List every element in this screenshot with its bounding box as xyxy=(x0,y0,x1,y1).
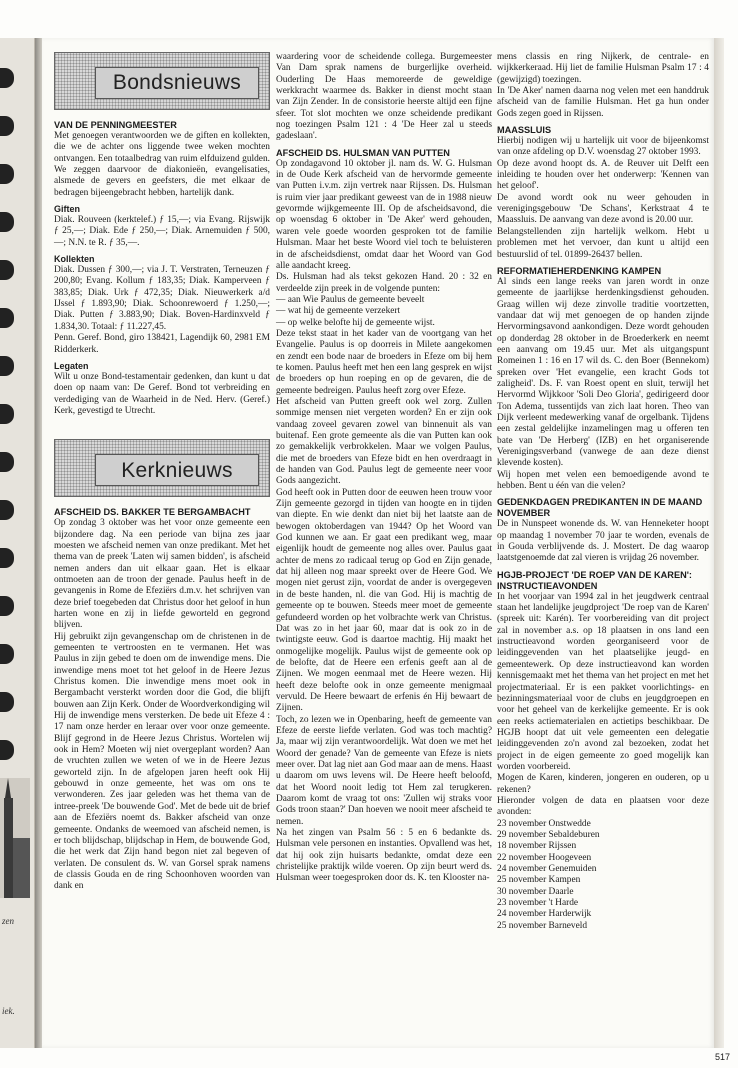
paragraph: Op zondagavond 10 oktober jl. nam ds. W. G. Hulsman in de Oude Kerk afscheid van de hervormde gemeente van Putten i.v.m. zijn vertrek naar Rijssen. Ds. Hulsman is ruim vier jaar predikant geweest van de in 1988 nieuw gevormde wijkgemeente III. Op de afscheidsavond, die op woensdag 6 oktober in 'De Aker' werd gehouden, waren vele goede woorden gesproken tot de familie Hulsman. Maar het beste Woord viel toch te beluisteren in de afscheidsdienst, omdat daar het Woord van God alle aandacht kreeg. xyxy=(276,158,492,271)
binding-hole xyxy=(0,548,14,568)
list-item: 24 november Genemuiden xyxy=(497,864,597,874)
kerknieuws-banner xyxy=(54,439,270,497)
section-heading: AFSCHEID DS. BAKKER TE BERGAMBACHT xyxy=(54,507,251,518)
binding-hole xyxy=(0,68,14,88)
left-page-edge xyxy=(0,38,35,1048)
paragraph: Hierbij nodigen wij u hartelijk uit voor de bijeenkomst van onze afdeling op D.V. woensdag 27 oktober 1993. xyxy=(497,136,709,158)
list-item: 30 november Daarle xyxy=(497,886,574,897)
binding-hole xyxy=(0,212,14,232)
section-heading: AFSCHEID DS. HULSMAN VAN PUTTEN xyxy=(276,147,450,158)
paragraph: Op zondag 3 oktober was het voor onze gemeente een bijzondere dag. Na een periode van bijna zes jaar moesten we afscheid nemen van onze predikant. Met het thema van de preek 'Laten wij samen bidden', is afscheid nemen anders dan uit elkaar gaan. Het is elkaar ontmoeten aan de troon der genade. Paulus heeft in de gevangenis in Rome de Efeziërs d.m.v. het schrijven van deze brief toegebeden dat Christus door het geloof in hun harten wone en zij in liefde geworteld en gegrond blijven. xyxy=(54,518,270,631)
sermon-points-list xyxy=(276,295,492,329)
section-heading: MAASSLUIS xyxy=(497,125,552,136)
subheading: Legaten xyxy=(54,360,89,371)
binding-hole xyxy=(0,452,14,472)
binding-hole xyxy=(0,260,14,280)
section-heading: GEDENKDAGEN PREDIKANTEN IN DE MAAND NOVEMBER xyxy=(497,497,703,519)
paragraph: De avond wordt ook nu weer gehouden in verenigingsgebouw 'De Schans', Kerkstraat 4 te Maassluis. De aanvang van deze avond is 20.00 uur. xyxy=(497,192,709,226)
paragraph: Deze tekst staat in het kader van de voortgang van het Evangelie. Paulus is op doorreis in Milete aangekomen en zendt een bode naar de broeders in Efeze om bij hem te komen. Paulus heeft met hen een lang gesprek en wijst de broeders op hun roeping en op de gevaren, die de gemeente bedreigen. Paulus heeft zorg over Efeze. xyxy=(276,328,492,396)
paragraph: In 'De Aker' namen daarna nog velen met een handdruk afscheid van de familie Hulsman. Het ga hun onder Gods zegen goed in Rijssen. xyxy=(497,86,709,119)
church-photo-fragment xyxy=(0,778,30,898)
column-2 xyxy=(276,52,492,885)
bondsnieuws-title: Bondsnieuws xyxy=(95,67,259,99)
paragraph: Na het zingen van Psalm 56 : 5 en 6 bedankte ds. Hulsman vele personen en instanties. Opvallend was het, dat hij ook zijn huisarts bedankte, omdat deze een christelijke praktijk wilde voeren. Op zijn beurt werd ds. Hulsman weer toegesproken door ds. K. ten Klooster na- xyxy=(276,828,492,884)
page-number: 517 xyxy=(714,1052,730,1062)
section-heading: REFORMATIEHERDENKING KAMPEN xyxy=(497,265,662,276)
paragraph: Belangstellenden zijn hartelijk welkom. Hebt u problemen met het vervoer, dan kunt u altijd een bestuurslid of tel. 01899-26437 bellen. xyxy=(497,226,709,260)
instruction-dates-list xyxy=(497,819,709,932)
left-page-text-fragment: zen xyxy=(2,916,14,926)
paragraph: God heeft ook in Putten door de eeuwen heen trouw voor Zijn gemeente gezorgd in tijden van hoogte en in tijden van diepte. En wie denkt dan niet bij het laatste aan de bewogen oktoberdagen van 1944? Op het Woord van God kunnen we aan. Er gaat een predikant weg, maar eigenlijk houdt de gemeente nog alles over. Paulus gaat achter de mens zo radicaal terug op God en Zijn genade, dat hij alleen nog maar spreekt over de Heere God. We mogen niet gerust zijn, voordat de ander is overgegeven in de beste handen, nl. die van God. Hij is machtig de gemeente op te bouwen. Steeds meer moet de gemeente gefundeerd worden op het volbrachte werk van Christus. Dat was zo in het jaar 60, maar dat is ook zo in de twintigste eeuw. God is daartoe machtig. Hij maakt het onmogelijke mogelijk. Paulus wijst de gemeente ook op de belofte, dat de Heere een erfenis geeft aan al de Zijnen. We mogen eenmaal met de Heere wezen. Hij heeft deze belofte ook in onze gemeente menigmaal vervuld. De Heere bewaart de erfenis én Hij bewaart de Zijnen. xyxy=(276,487,492,714)
list-item: 25 november Kampen xyxy=(497,875,581,886)
subheading: Giften xyxy=(54,204,80,215)
right-page-edge xyxy=(714,38,724,1048)
paragraph: De in Nunspeet wonende ds. W. van Henneketer hoopt op maandag 1 november 70 jaar te worden, evenals de in Gouda verblijvende ds. J. Mostert. De dag waarop laatstgenoemde dat zal vieren is vrijdag 26 november. xyxy=(497,519,709,564)
column-3 xyxy=(497,52,709,932)
binding-hole xyxy=(0,644,14,664)
binding-hole xyxy=(0,692,14,712)
binding-hole xyxy=(0,404,14,424)
subheading: Kollekten xyxy=(54,254,95,265)
list-item: 25 november Barneveld xyxy=(497,920,588,931)
paragraph: Mogen de Karen, kinderen, jongeren en ouderen, op u rekenen? xyxy=(497,773,709,795)
section-heading: VAN DE PENNINGMEESTER xyxy=(54,120,177,130)
kerknieuws-title: Kerknieuws xyxy=(95,454,259,486)
list-item: 18 november Rijssen xyxy=(497,841,577,852)
list-item: — wat hij de gemeente verzekert xyxy=(276,306,401,317)
bondsnieuws-banner xyxy=(54,52,270,110)
binding-hole xyxy=(0,596,14,616)
paragraph: Wilt u onze Bond-testamentair gedenken, dan kunt u dat doen op naam van: De Geref. Bond tot verbreiding en verdediging van de Waarheid in de Ned. Herv. (Geref.) Kerk, gevestigd te Utrecht. xyxy=(54,371,270,416)
paragraph: Wij hopen met velen een bemoedigende avond te hebben. Bent u één van die velen? xyxy=(497,469,709,492)
binding-hole xyxy=(0,500,14,520)
list-item: — op welke belofte hij de gemeente wijst. xyxy=(276,317,435,328)
paragraph: Diak. Dussen ƒ 300,—; via J. T. Verstraten, Terneuzen ƒ 200,80; Evang. Kollum ƒ 183,35; Diak. Kamperveen ƒ 383,85; Diak. Urk ƒ 472,35; Diak. Nieuwerkerk a/d IJssel ƒ 1.893,90; Diak. Schoonrewoerd ƒ 1.250,—; Diak. Putten ƒ 3.883,90; Diak. Boven-Hardinxveld ƒ 1.834,30. Totaal: ƒ 11.227,45. xyxy=(54,265,270,332)
list-item: 23 november 't Harde xyxy=(497,898,579,909)
book-spine xyxy=(35,38,42,1048)
left-page-text-fragment: iek. xyxy=(2,1006,15,1016)
section-heading: HGJB-PROJECT 'DE ROEP VAN DE KAREN': INSTRUCTIEAVONDEN xyxy=(497,569,692,591)
binding-hole xyxy=(0,308,14,328)
column-1 xyxy=(54,52,270,893)
paragraph: Op deze avond hoopt ds. A. de Reuver uit Delft een inleiding te houden over het onderwerp: 'Kennen van het geloof'. xyxy=(497,158,709,192)
paragraph: Diak. Rouveen (kerktelef.) ƒ 15,—; via Evang. Rijswijk ƒ 25,—; Diak. Ede ƒ 250,—; Diak. Arnemuiden ƒ 500,—; N.N. te R. ƒ 35,—. xyxy=(54,215,270,248)
binding-hole xyxy=(0,116,14,136)
paragraph: mens classis en ring Nijkerk, de centrale- en wijkkerkeraad. Hij liet de familie Hulsman Psalm 17 : 4 (gewijzigd) toezingen. xyxy=(497,52,709,85)
list-item: 22 november Hoogeveen xyxy=(497,852,592,863)
binding-hole xyxy=(0,356,14,376)
list-item: 23 november Onstwedde xyxy=(497,818,591,829)
binding-hole xyxy=(0,740,14,760)
paragraph: In het voorjaar van 1994 zal in het jeugdwerk centraal staan het landelijke jeugdproject 'De roep van de Karen' (spreek uit: Karén). Ter voorbereiding van dit project zal in november a.s. op 18 plaatsen in ons land een instructieavond worden georganiseerd voor de leidinggevenden van het plaatselijke jeugd- en gemeentewerk. Op deze instructieavond kan worden kennisgemaakt met het thema van het project en met het projectmateriaal. Er is een pakket voorlichtings- en bezinningsmateriaal voor de clubs en jeugdgroepen en voor het geheel van de kerkelijke gemeente. Er is ook een reeks actiematerialen en actietips beschikbaar. De HGJB hoopt dat uit vele gemeenten een delegatie leidinggevenden zo'n avond zal bezoeken, zodat het project in de eigen gemeente zo goed mogelijk kan worden voorbereid. xyxy=(497,591,709,772)
paragraph: Hieronder volgen de data en plaatsen voor deze avonden: xyxy=(497,795,709,818)
list-item: — aan Wie Paulus de gemeente beveelt xyxy=(276,294,425,305)
paragraph: Ds. Hulsman had als tekst gekozen Hand. 20 : 32 en verdeelde zijn preek in de volgende punten: xyxy=(276,272,492,294)
paragraph: Hij gebruikt zijn gevangenschap om de christenen in de gemeenten te vertroosten en te vermanen. Het was Paulus in zijn gebed te doen om de inwendige mens. Die inwendige mens moet tot het geloof in de Heere Jezus Christus komen. Die inwendige mens moet ook in Bergambacht versterkt worden door die God, die blijft bouwen aan Zijn Kerk. Onder de Woordverkondiging wil Hij de inwendige mens versterken. De bede uit Efeze 4 : 17 nam onze herder en leraar over voor onze gemeente. Blijf gegrond in de Heere Jezus Christus. Wortelen wij ook in Hem? Moeten wij niet overgeplant worden? Aan de vruchten zullen we weten of we in de Heere Jezus geworteld zijn. In de afgelopen jaren heeft ook Hij gebouwd in onze gemeente, het was om ons te verwonderen. Zes jaar geleden was het thema van de intree-preek 'De bouwende God'. Met de bede uit de brief aan de Efeziërs noemt ds. Bakker afscheid van onze gemeente. Ondanks de weemoed van afscheid nemen, is er toch blijdschap, blijdschap in Hem, de bouwende God, die het werk dat Zijn hand begon niet zal begeven of verlaten. De consulent ds. W. van Gorsel sprak namens de classis Gouda en de ring Schoonhoven woorden van dank en xyxy=(54,631,270,892)
paragraph: Met genoegen verantwoorden we de giften en kollekten, die we de achter ons liggende twee weken mochten ontvangen. Een totaalbedrag van ruim elfduizend gulden. We zeggen daarvoor de diakonieën, evangelisaties, alsmede de gevers en geefsters, die met elkaar de bedragen bijeengebracht hebben, hartelijk dank. xyxy=(54,131,270,198)
paragraph: Het afscheid van Putten greeft ook wel zorg. Zullen sommige mensen niet vergeten worden? En er zijn ook vandaag zoveel gevaren zowel van binnenuit als van buitenaf. Een grote gemeente als die van Putten kan ook zo gemakkelijk verbrokkelen. Maar we volgen Paulus, die met de broeders van Efeze bidt en hen overdraagt in de handen van God. Paulus legt de gemeente neer voor Gods aangezicht. xyxy=(276,396,492,487)
list-item: 29 november Sebaldeburen xyxy=(497,829,600,840)
binding-hole xyxy=(0,164,14,184)
paragraph: Al sinds een lange reeks van jaren wordt in onze gemeente de jaarlijkse herdenkingsdienst gehouden. Graag willen wij deze zinvolle traditie voortzetten, vandaar dat wij met genoegen de op handen zijnde Hervormingsavond aankondigen. Deze wordt gehouden op donderdag 28 oktober in de Broederkerk en neemt een aanvang om 19.45 uur. Met als uitgangspunt Romeinen 1 : 16 en 17 wil ds. C. den Boer (Bennekom) spreken over 'Het evangelie, een kracht Gods tot zaligheid'. Ds. F. van Roest opent en sluit, terwijl het Hervormd Wijkkoor 'Soli Deo Gloria', gedirigeerd door Ton Adema, tussentijds van zich laat horen. Theo van Dijk verleent medewerking vanaf de orgelbank. Tijdens een zestal geldelijke inzamelingen mag u offeren ten bate van 'De Herberg' (IZB) en het organiserende Verenigingsverband (vanwege de aan deze dienst klevende kosten). xyxy=(497,276,709,469)
paragraph: Toch, zo lezen we in Openbaring, heeft de gemeente van Efeze de eerste liefde verlaten. God was toch machtig? Ja, maar wij zijn verantwoordelijk. Wat doen we met het Woord der genade? Van de gemeente van Efeze is niets meer over. Dat lag niet aan God maar aan de mens. Haast u daarom om uws levens wil. De Heere heeft beloofd, dat het Woord nooit ledig tot Hem zal terugkeren. Daarom komt de vraag tot ons: 'Zullen wij straks voor Gods troon staan?' Dan hoeven we nooit meer afscheid te nemen. xyxy=(276,714,492,827)
paragraph: Penn. Geref. Bond, giro 138421, Lagendijk 60, 2981 EM Ridderkerk. xyxy=(54,333,270,355)
list-item: 24 november Harderwijk xyxy=(497,909,592,920)
paragraph: waardering voor de scheidende collega. Burgemeester Van Dam sprak namens de burgerlijke overheid. Ouderling De Haas memoreerde de geweldige werkkracht waarmee ds. Bakker in dienst mocht staan van Zijn Zender. In de consistorie heerste altijd een fijne sfeer. Tot slot mochten we onze scheidende predikant nog toezingen Psalm 121 : 4 'De Heer zal u steeds gadeslaan'. xyxy=(276,52,492,142)
